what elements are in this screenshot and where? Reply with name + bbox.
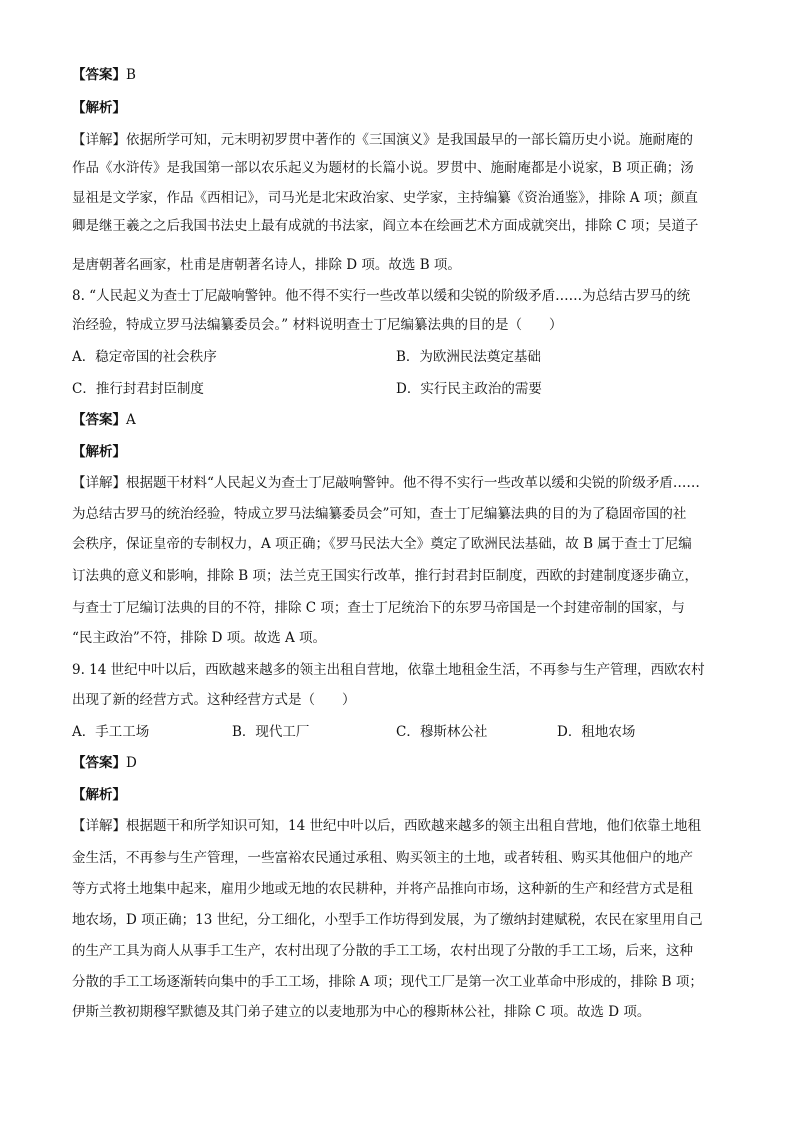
q7-detail-line: 【详解】依据所学可知，元末明初罗贯中著作的《三国演义》是我国最早的一部长篇历史小说。施耐庵的 (72, 132, 693, 148)
q7-answer (72, 65, 722, 85)
q8-detail-line: 为总结古罗马的统治经验，特成立罗马法编纂委员会”可知，查士丁尼编纂法典的目的为了稳固帝国的社 (72, 506, 687, 522)
q7-analysis-label: 【解析】 (72, 100, 126, 116)
q8-detail-line: 订法典的意义和影响，排除 B 项；法兰克王国实行改革，推行封君封臣制度，西欧的封建制度逐步确立， (72, 568, 699, 584)
q9-option-b: B．现代工厂 (232, 724, 310, 740)
q8-detail-line: 会秩序，保证皇帝的专制权力，A 项正确；《罗马民法大全》奠定了欧洲民法基础，故 B 属于查士丁尼编 (72, 536, 692, 552)
q9-detail-line: 的生产工具为商人从事手工生产，农村出现了分散的手工工场，农村出现了分散的手工工场，后来，这种 (72, 943, 693, 959)
q7-detail-line: 显祖是文学家，作品《西相记》，司马光是北宋政治家、史学家，主持编纂《资治通鉴》，排除 A 项；颜直 (72, 190, 698, 206)
answer-tag: 【答案】 (72, 67, 126, 83)
q8-detail-line: 与查士丁尼编订法典的目的不符，排除 C 项；查士丁尼统治下的东罗马帝国是一个封建帝制的国家，与 (72, 600, 685, 616)
q9-option-d: D．租地农场 (557, 724, 636, 740)
answer-value: A (126, 412, 136, 428)
q9-detail-line: 分散的手工工场逐渐转向集中的手工工场，排除 A 项；现代工厂是第一次工业革命中形成的，排除 B 项； (72, 974, 703, 990)
q8-option-c: C．推行封君封臣制度 (72, 381, 204, 397)
q9-answer (72, 753, 722, 773)
answer-value: B (126, 67, 136, 83)
q9-analysis-label: 【解析】 (72, 787, 126, 803)
q9-detail-line: 伊斯兰教初期穆罕默德及其门弟子建立的以麦地那为中心的穆斯林公社，排除 C 项。故选 D 项。 (72, 1004, 651, 1020)
q8-detail-line: “民主政治”不符，排除 D 项。故选 A 项。 (72, 630, 327, 646)
q9-option-c: C．穆斯林公社 (396, 724, 488, 740)
answer-tag: 【答案】 (72, 412, 126, 428)
q7-detail-line: 是唐朝著名画家，杜甫是唐朝著名诗人，排除 D 项。故选 B 项。 (72, 257, 461, 273)
q8-detail-line: 【详解】根据题干材料“人民起义为查士丁尼敲响警钟。他不得不实行一些改革以缓和尖锐的阶级矛盾…… (72, 475, 700, 491)
q8-option-d: D．实行民主政治的需要 (396, 381, 542, 397)
q7-detail-line: 作品《水浒传》是我国第一部以农乐起义为题材的长篇小说。罗贯中、施耐庵都是小说家，B 项正确；汤 (72, 160, 694, 176)
q9-detail-line: 等方式将土地集中起来，雇用少地或无地的农民耕种，并将产品推向市场，这种新的生产和经营方式是租 (72, 881, 693, 897)
answer-value: D (126, 755, 137, 771)
q7-detail-line: 卿是继王羲之之后我国书法史上最有成就的书法家，阎立本在绘画艺术方面成就突出，排除 C 项；吴道子 (72, 218, 699, 234)
q9-detail-line: 地农场，D 项正确；13 世纪，分工细化，小型手工作坊得到发展，为了缴纳封建赋税，农民在家里用自己 (72, 912, 703, 928)
q9-detail-line: 金生活，不再参与生产管理，一些富裕农民通过承租、购买领主的土地，或者转租、购买其他佃户的地产 (72, 850, 693, 866)
q9-stem-line: 出现了新的经营方式。这种经营方式是（ ） (72, 692, 356, 708)
answer-tag: 【答案】 (72, 755, 126, 771)
q8-analysis-label: 【解析】 (72, 444, 126, 460)
q8-option-a: A．稳定帝国的社会秩序 (72, 349, 217, 365)
q9-stem-line: 9. 14 世纪中叶以后，西欧越来越多的领主出租自营地，依靠土地租金生活，不再参与生产管理，西欧农村 (72, 662, 705, 678)
q8-answer (72, 410, 722, 430)
q9-option-a: A．手工工场 (72, 724, 150, 740)
q9-detail-line: 【详解】根据题干和所学知识可知，14 世纪中叶以后，西欧越来越多的领主出租自营地，他们依靠土地租 (72, 818, 701, 834)
q8-option-b: B．为欧洲民法奠定基础 (396, 349, 541, 365)
q8-stem-line: 8. “人民起义为查士丁尼敲响警钟。他不得不实行一些改革以缓和尖锐的阶级矛盾……为总结古罗马的统 (72, 288, 691, 304)
q8-stem-line: 治经验，特成立罗马法编纂委员会。” 材料说明查士丁尼编纂法典的目的是（ ） (72, 317, 563, 333)
